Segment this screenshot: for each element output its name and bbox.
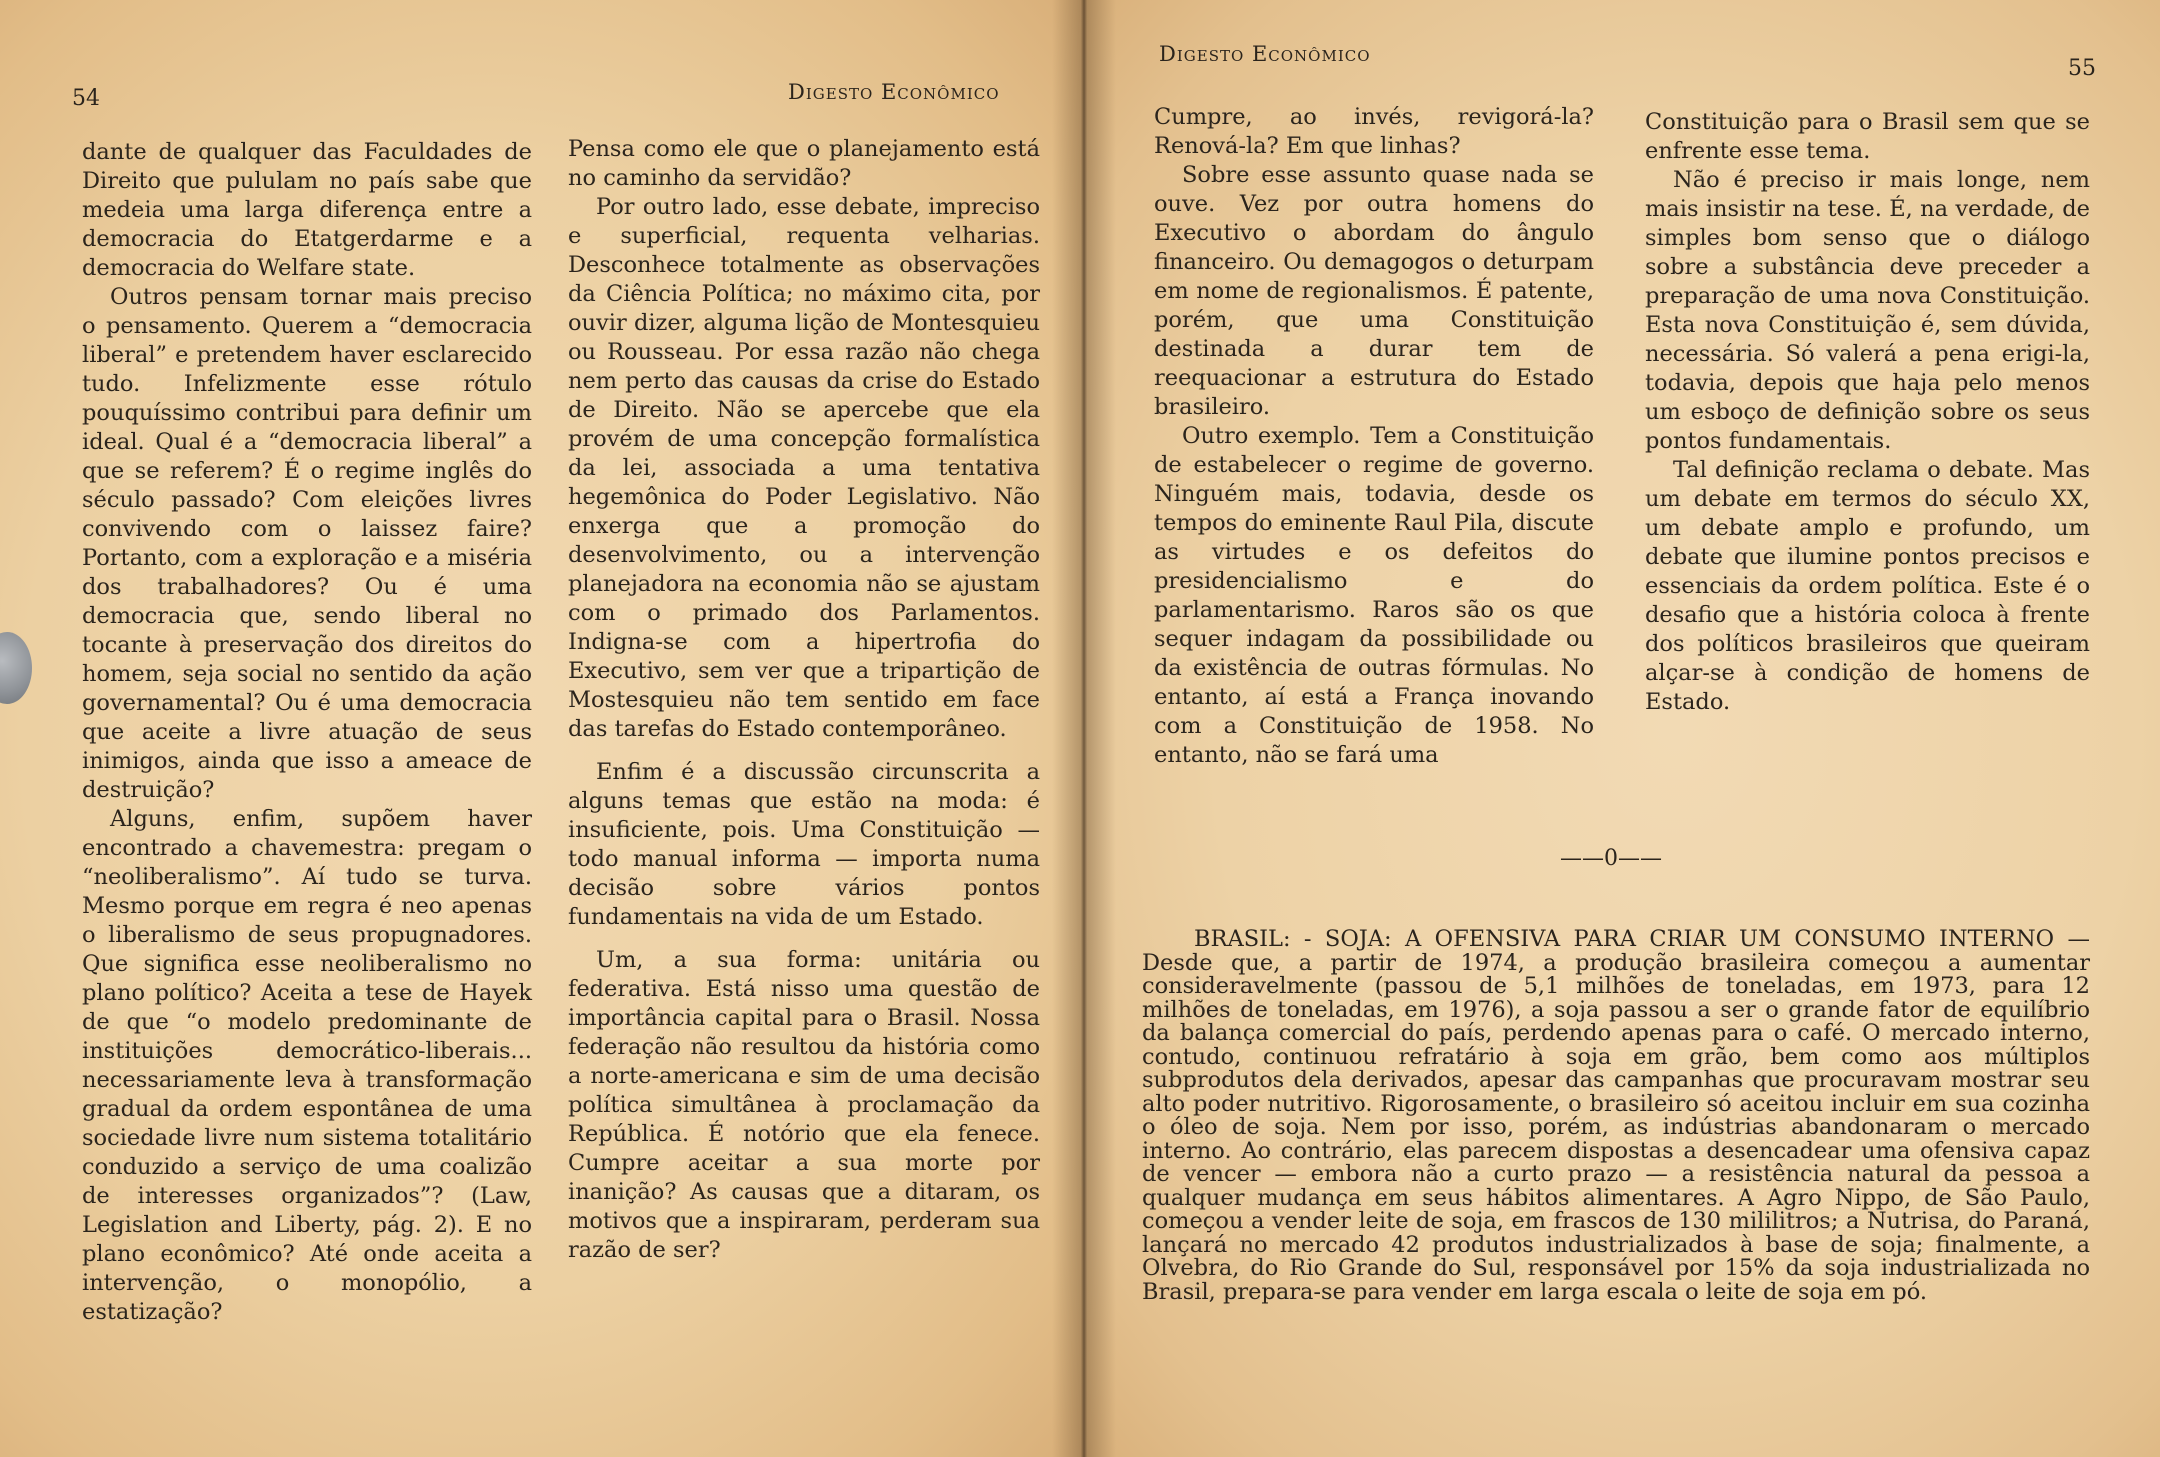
paragraph: Sobre esse assunto quase nada se ouve. Vez por outra homens do Executivo o abordam do ângulo financeiro. Ou demagogos o deturpam em nome de regionalismos. É patente, porém, que uma Constituição destinada a durar tem de reequacionar a estrutura do Estado brasileiro. [1154,162,1594,420]
coin-icon [0,632,32,704]
paragraph: Por outro lado, esse debate, impreciso e superficial, requenta velharias. Desconhece totalmente as observações da Ciência Política; no máximo cita, por ouvir dizer, alguma lição de Montesquieu ou Rousseau. Por essa razão não chega nem perto das causas da crise do Estado de Direito. Não se apercebe que ela provém de uma concepção formalística da lei, associada a uma tentativa hegemônica do Poder Legislativo. Não enxerga que a promoção do desenvolvimento, ou a intervenção planejadora na economia não se ajustam com o primado dos Parlamentos. Indigna-se com a hipertrofia do Executivo, sem ver que a tripartição de Mostesquieu não tem sentido em face das tarefas do Estado contemporâneo. [568,194,1040,742]
left-column-1 [82,138,532,1327]
paragraph: Outros pensam tornar mais preciso o pensamento. Querem a “democracia liberal” e pretendem haver esclarecido tudo. Infelizmente esse rótulo pouquíssimo contribui para definir um ideal. Qual é a “democracia liberal” a que se referem? É o regime inglês do século passado? Com eleições livres convivendo com o laissez faire? Portanto, com a exploração e a miséria dos trabalhadores? Ou é uma democracia que, sendo liberal no tocante à preservação dos direitos do homem, seja social no sentido da ação governamental? Ou é uma democracia que aceite a livre atuação de seus inimigos, ainda que isso a ameace de destruição? [82,284,532,803]
paragraph: Pensa como ele que o planejamento está no caminho da servidão? [568,136,1040,191]
paragraph: Um, a sua forma: unitária ou federativa. Está nisso uma questão de importância capital para o Brasil. Nossa federação não resultou da história como a norte-americana e sim de uma decisão política simultânea à proclamação da República. É notório que ela fenece. Cumpre aceitar a sua morte por inanição? As causas que a ditaram, os motivos que a inspiraram, perderam sua razão de ser? [568,947,1040,1263]
left-column-2 [568,135,1040,1265]
paragraph: Cumpre, ao invés, revigorá-la? Renová-la? Em que linhas? [1154,104,1594,159]
right-column-2 [1645,108,2090,717]
section-separator: ——0—— [1560,846,1662,871]
news-item [1142,928,2090,1304]
paragraph: Constituição para o Brasil sem que se enfrente esse tema. [1645,109,2090,164]
running-head-right: Digesto Econômico [1159,42,1371,66]
page-number-left: 54 [72,86,100,111]
paragraph: Alguns, enfim, supõem haver encontrado a chavemestra: pregam o “neoliberalismo”. Aí tudo se turva. Mesmo porque em regra é neo apenas o liberalismo de seus propugnadores. Que significa esse neoliberalismo no plano político? Aceita a tese de Hayek de que “o modelo predominante de instituições democrático-liberais... necessariamente leva à transformação gradual da ordem espontânea de uma sociedade livre num sistema totalitário conduzido a serviço de uma coalizão de interesses organizados”? (Law, Legislation and Liberty, pág. 2). E no plano econômico? Até onde aceita a intervenção, o monopólio, a estatização? [82,806,532,1325]
paragraph: Tal definição reclama o debate. Mas um debate em termos do século XX, um debate amplo e profundo, um debate que ilumine pontos precisos e essenciais da ordem política. Este é o desafio que a história coloca à frente dos políticos brasileiros que queiram alçar-se à condição de homens de Estado. [1645,457,2090,715]
paragraph: dante de qualquer das Faculdades de Direito que pululam no país sabe que medeia uma larga diferença entre a democracia do Etatgerdarme e a democracia do Welfare state. [82,139,532,281]
running-head-left: Digesto Econômico [788,80,1000,104]
paragraph: Outro exemplo. Tem a Constituição de estabelecer o regime de governo. Ninguém mais, todavia, desde os tempos do eminente Raul Pila, discute as virtudes e os defeitos do presidencialismo e do parlamentarismo. Raros são os que sequer indagam da possibilidade ou da existência de outras fórmulas. No entanto, aí está a França inovando com a Constituição de 1958. No entanto, não se fará uma [1154,423,1594,768]
right-column-1 [1154,103,1594,770]
news-paragraph: BRASIL: - SOJA: A OFENSIVA PARA CRIAR UM CONSUMO INTERNO — Desde que, a partir de 1974, a produção brasileira começou a aumentar consideravelmente (passou de 5,1 milhões de toneladas, em 1973, para 12 milhões de toneladas, em 1976), a soja passou a ser o grande fator de equilíbrio da balança comercial do país, perdendo apenas para o café. O mercado interno, contudo, continuou refratário à soja em grão, bem como aos múltiplos subprodutos dela derivados, apesar das campanhas que procuravam mostrar seu alto poder nutritivo. Rigorosamente, o brasileiro só aceitou incluir em sua cozinha o óleo de soja. Nem por isso, porém, as indústrias abandonaram o mercado interno. Ao contrário, elas parecem dispostas a desencadear uma ofensiva capaz de vencer — embora não a curto prazo — a resistência natural da pessoa a qualquer mudança em seus hábitos alimentares. A Agro Nippo, de São Paulo, começou a vender leite de soja, em frascos de 130 mililitros; a Nutrisa, do Paraná, lançará no mercado 42 produtos industrializados à base de soja; finalmente, a Olvebra, do Rio Grande do Sul, responsável por 15% da soja industrializada no Brasil, prepara-se para vender em larga escala o leite de soja em pó. [1142,926,2090,1305]
book-gutter [1052,0,1116,1457]
paragraph: Não é preciso ir mais longe, nem mais insistir na tese. É, na verdade, de simples bom senso que o diálogo sobre a substância deve preceder a preparação de uma nova Constituição. Esta nova Constituição é, sem dúvida, necessária. Só valerá a pena erigi-la, todavia, depois que haja pelo menos um esboço de definição sobre os seus pontos fundamentais. [1645,167,2090,454]
page-number-right: 55 [2068,56,2096,81]
paragraph: Enfim é a discussão circunscrita a alguns temas que estão na moda: é insuficiente, pois. Uma Constituição — todo manual informa — importa numa decisão sobre vários pontos fundamentais na vida de um Estado. [568,759,1040,930]
